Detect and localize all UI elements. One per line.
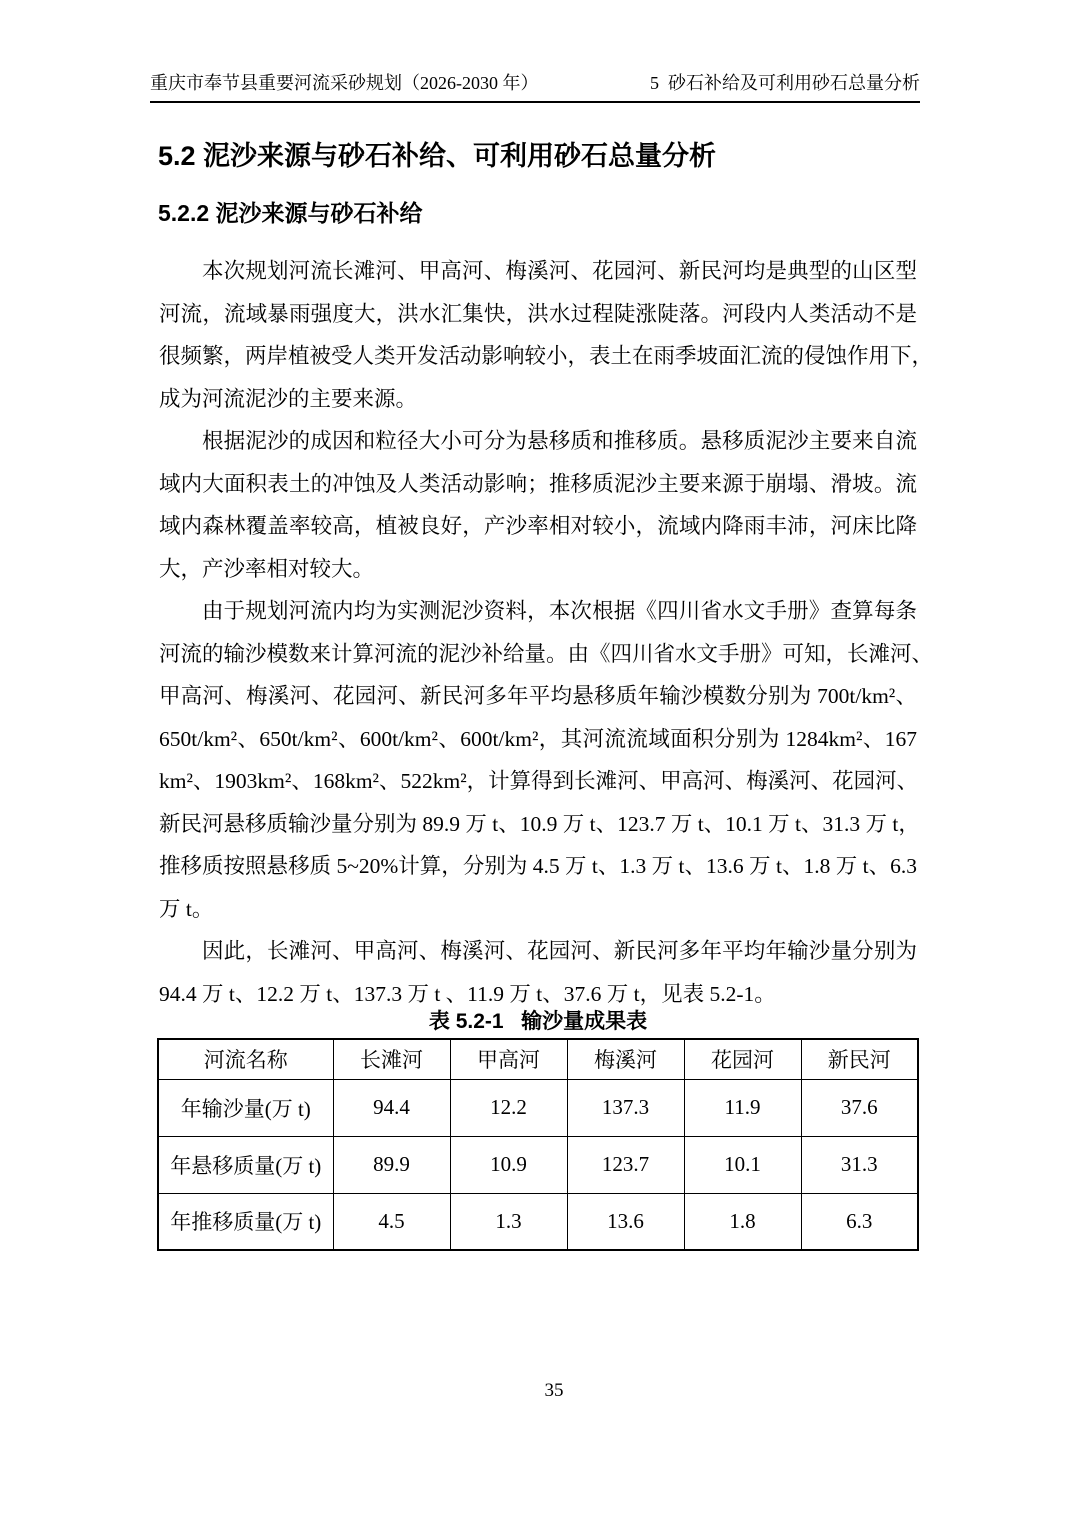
paragraph-1 [159,250,934,420]
row-label: 年输沙量(万 t) [158,1079,333,1136]
column-header: 梅溪河 [567,1039,684,1079]
text-line: 成为河流泥沙的主要来源。 [159,386,418,411]
table-cell: 123.7 [567,1136,684,1193]
column-header: 新民河 [801,1039,918,1079]
column-header: 甲高河 [450,1039,567,1079]
paragraph-3 [159,590,934,930]
body-text [159,250,934,1015]
table-cell: 31.3 [801,1136,918,1193]
table-row [158,1193,918,1250]
column-header: 花园河 [684,1039,801,1079]
text-line: 河流，流域暴雨强度大，洪水汇集快，洪水过程陡涨陡落。河段内人类活动不是 [159,301,917,326]
table-cell: 1.8 [684,1193,801,1250]
text-line: 推移质按照悬移质 5~20%计算，分别为 4.5 万 t、1.3 万 t、13.6 万 t、1.8 万 t、6.3 [159,854,917,878]
text-line: 河流的输沙模数来计算河流的泥沙补给量。由《四川省水文手册》可知，长滩河、 [159,641,934,666]
text-line: 650t/km²、650t/km²、600t/km²、600t/km²，其河流流域面积分别为 1284km²、167 [159,726,917,751]
table-row [158,1079,918,1136]
row-label: 年悬移质量(万 t) [158,1136,333,1193]
table-cell: 10.1 [684,1136,801,1193]
table-cell: 13.6 [567,1193,684,1250]
table-caption: 表 5.2-1 输沙量成果表 [428,1010,648,1033]
text-line: 域内森林覆盖率较高，植被良好，产沙率相对较小，流域内降雨丰沛，河床比降 [159,514,917,538]
text-line: 甲高河、梅溪河、花园河、新民河多年平均悬移质年输沙模数分别为 700t/km²、 [159,684,917,708]
table-cell: 1.3 [450,1193,567,1250]
text-line: km²、1903km²、168km²、522km²，计算得到长滩河、甲高河、梅溪河、花园河、 [159,769,919,793]
column-header: 河流名称 [158,1039,333,1079]
table-cell: 6.3 [801,1193,918,1250]
text-line: 域内大面积表土的冲蚀及人类活动影响；推移质泥沙主要来源于崩塌、滑坡。流 [159,471,917,496]
text-line: 因此，长滩河、甲高河、梅溪河、花园河、新民河多年平均年输沙量分别为 [202,939,917,963]
header-left-title: 重庆市奉节县重要河流采砂规划（2026-2030 年） [150,73,539,93]
page-header [150,72,920,103]
text-line: 新民河悬移质输沙量分别为 89.9 万 t、10.9 万 t、123.7 万 t、10.1 万 t、31.3 万 t， [159,811,920,836]
text-line: 94.4 万 t、12.2 万 t、137.3 万 t 、11.9 万 t、37.6 万 t，见表 5.2-1。 [159,981,776,1006]
text-line: 大，产沙率相对较大。 [159,556,375,581]
table-cell: 37.6 [801,1079,918,1136]
table-cell: 4.5 [333,1193,450,1250]
text-line: 由于规划河流内均为实测泥沙资料，本次根据《四川省水文手册》查算每条 [202,599,917,623]
table-cell: 94.4 [333,1079,450,1136]
column-header: 长滩河 [333,1039,450,1079]
table-cell: 89.9 [333,1136,450,1193]
header-right-chapter: 5 砂石补给及可利用砂石总量分析 [650,73,920,93]
table-cell: 137.3 [567,1079,684,1136]
sediment-results-table [157,1038,919,1251]
text-line: 本次规划河流长滩河、甲高河、梅溪河、花园河、新民河均是典型的山区型 [202,259,917,283]
text-line: 万 t。 [159,896,214,921]
section-heading: 5.2 泥沙来源与砂石补给、可利用砂石总量分析 [158,141,717,171]
text-line: 根据泥沙的成因和粒径大小可分为悬移质和推移质。悬移质泥沙主要来自流 [202,429,917,453]
table-cell: 12.2 [450,1079,567,1136]
table-cell: 11.9 [684,1079,801,1136]
paragraph-2 [159,420,917,590]
paragraph-4 [159,930,917,1015]
page-number: 35 [544,1380,564,1401]
table-cell: 10.9 [450,1136,567,1193]
text-line: 很频繁，两岸植被受人类开发活动影响较小，表土在雨季坡面汇流的侵蚀作用下， [159,344,934,368]
row-label: 年推移质量(万 t) [158,1193,333,1250]
subsection-heading: 5.2.2 泥沙来源与砂石补给 [158,200,423,226]
table-row [158,1136,918,1193]
table-header-row [158,1039,918,1079]
